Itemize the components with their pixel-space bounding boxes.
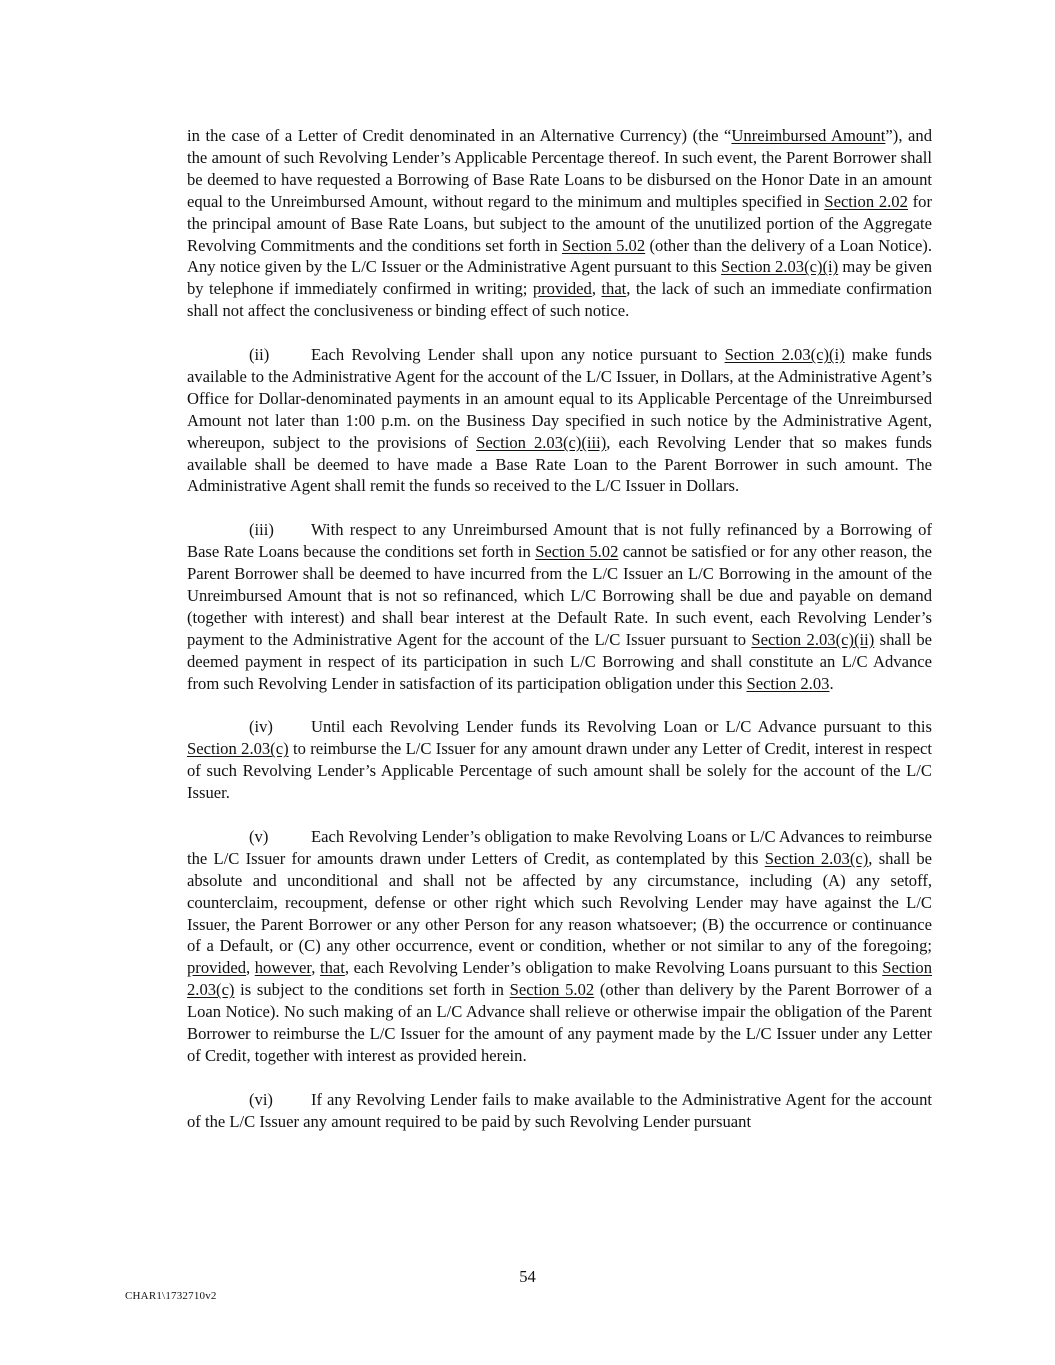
underlined-term: Section 5.02	[561, 235, 646, 255]
text-run: in the case of a Letter of Credit denominated in an Alternative Currency) (the “	[187, 126, 732, 145]
clause-paragraph	[187, 519, 932, 694]
clause-number: (iii)	[249, 520, 274, 540]
underlined-term: Section 2.03(c)	[187, 958, 933, 1000]
text-run: Each Revolving Lender shall upon any notice pursuant to	[311, 345, 725, 365]
text-run: .	[829, 673, 834, 693]
underlined-term: provided	[532, 279, 592, 299]
underlined-term: Section 5.02	[535, 542, 619, 562]
underlined-term: provided	[187, 958, 246, 978]
text-run: (other than delivery by the Parent Borrower of a Loan Notice). No such making of an L/C Advance shall relieve or otherwise impair the obligation of the Parent Borrower to reimburse the L/C Issuer for the amount of any payment made by the L/C Issuer under any Letter of Credit, together with interest as provided herein.	[187, 980, 932, 1065]
text-run: ,	[311, 958, 320, 978]
text-run: ”), and the amount of such Revolving Lender’s Applicable Percentage thereof. In such event, the Parent Borrower shall be deemed to have requested a Borrowing of Base Rate Loans to be disbursed on the Honor Date in an amount equal to the Unreimbursed Amount, without regard to the minimum and multiples specified in	[187, 126, 933, 211]
clause-number: (iv)	[249, 717, 273, 737]
clause-paragraph	[187, 826, 932, 1067]
underlined-term: Section 2.03	[746, 673, 830, 693]
text-run: , each Revolving Lender that so makes funds available shall be deemed to have made a Base Rate Loan to the Parent Borrower in such amount. The Administrative Agent shall remit the funds so received to the L/C Issuer in Dollars.	[187, 432, 933, 496]
text-run: shall be deemed payment in respect of its participation in such L/C Borrowing and shall constitute an L/C Advance from such Revolving Lender in satisfaction of its participation obligation under this	[187, 629, 932, 693]
underlined-term: that	[601, 279, 627, 299]
underlined-term: that	[319, 958, 345, 978]
clause-number: (v)	[249, 826, 269, 846]
text-run: ,	[591, 279, 602, 299]
underlined-term: Section 2.03(c)	[187, 739, 289, 759]
clause-paragraph	[187, 1089, 932, 1133]
text-run: , the lack of such an immediate confirmation shall not affect the conclusiveness or binding effect of such notice.	[187, 279, 933, 321]
document-id: CHAR1\1732710v2	[125, 1290, 217, 1302]
underlined-term: Section 2.03(c)(i)	[724, 345, 845, 365]
underlined-term: however	[254, 958, 312, 978]
text-run: , shall be absolute and unconditional and shall not be affected by any circumstance, including (A) any setoff, counterclaim, recoupment, defense or other right which such Revolving Lender may have against the L/C Issuer, the Parent Borrower or any other Person for any reason whatsoever; (B) the occurrence or continuance of a Default, or (C) any other occurrence, event or condition, whether or not similar to any of the foregoing;	[187, 848, 932, 956]
page-number: 54	[519, 1267, 536, 1286]
underlined-term: Section 2.03(c)	[764, 848, 869, 868]
clause-number: (ii)	[249, 345, 270, 365]
text-run: is subject to the conditions set forth in	[234, 980, 510, 1000]
text-run: Until each Revolving Lender funds its Revolving Loan or L/C Advance pursuant to this	[311, 717, 932, 737]
underlined-term: Section 2.03(c)(ii)	[751, 629, 875, 649]
text-run: , each Revolving Lender’s obligation to make Revolving Loans pursuant to this	[344, 958, 883, 978]
clause-paragraph	[187, 716, 932, 804]
text-run: to reimburse the L/C Issuer for any amount drawn under any Letter of Credit, interest in respect of such Revolving Lender’s Applicable Percentage of such amount shall be solely for the account of the L/C Issuer.	[187, 739, 932, 803]
text-run: (other than the delivery of a Loan Notice). Any notice given by the L/C Issuer or the Administrative Agent pursuant to this	[187, 235, 932, 277]
underlined-term: Section 5.02	[509, 980, 595, 1000]
underlined-term: Unreimbursed Amount	[731, 126, 886, 145]
underlined-term: Section 2.02	[824, 191, 908, 211]
continuation-paragraph	[187, 125, 932, 322]
text-run: for the principal amount of Base Rate Loans, but subject to the amount of the unutilized portion of the Aggregate Revolving Commitments and the conditions set forth in	[187, 191, 932, 255]
text-run: may be given by telephone if immediately confirmed in writing;	[187, 257, 933, 299]
text-run: With respect to any Unreimbursed Amount that is not fully refinanced by a Borrowing of Base Rate Loans because the conditions set forth in	[187, 520, 932, 562]
body-text	[187, 125, 932, 1155]
text-run: cannot be satisfied or for any other reason, the Parent Borrower shall be deemed to have incurred from the L/C Issuer an L/C Borrowing in the amount of the Unreimbursed Amount that is not so refinanced, which L/C Borrowing shall be due and payable on demand (together with interest) and shall bear interest at the Default Rate. In such event, each Revolving Lender’s payment to the Administrative Agent for the account of the L/C Issuer pursuant to	[187, 542, 932, 649]
text-run: ,	[246, 958, 255, 978]
underlined-term: Section 2.03(c)(iii)	[476, 432, 607, 452]
underlined-term: Section 2.03(c)(i)	[721, 257, 839, 277]
text-run: Each Revolving Lender’s obligation to make Revolving Loans or L/C Advances to reimburse the L/C Issuer for amounts drawn under Letters of Credit, as contemplated by this	[187, 826, 932, 868]
text-run: make funds available to the Administrative Agent for the account of the L/C Issuer, in Dollars, at the Administrative Agent’s Office for Dollar-denominated payments in an amount equal to its Applicable Percentage of the Unreimbursed Amount not later than 1:00 p.m. on the Business Day specified in such notice by the Administrative Agent, whereupon, subject to the provisions of	[187, 345, 932, 452]
clause-paragraph	[187, 344, 932, 497]
text-run: If any Revolving Lender fails to make available to the Administrative Agent for the account of the L/C Issuer any amount required to be paid by such Revolving Lender pursuant	[187, 1089, 932, 1131]
clause-number: (vi)	[249, 1089, 273, 1109]
